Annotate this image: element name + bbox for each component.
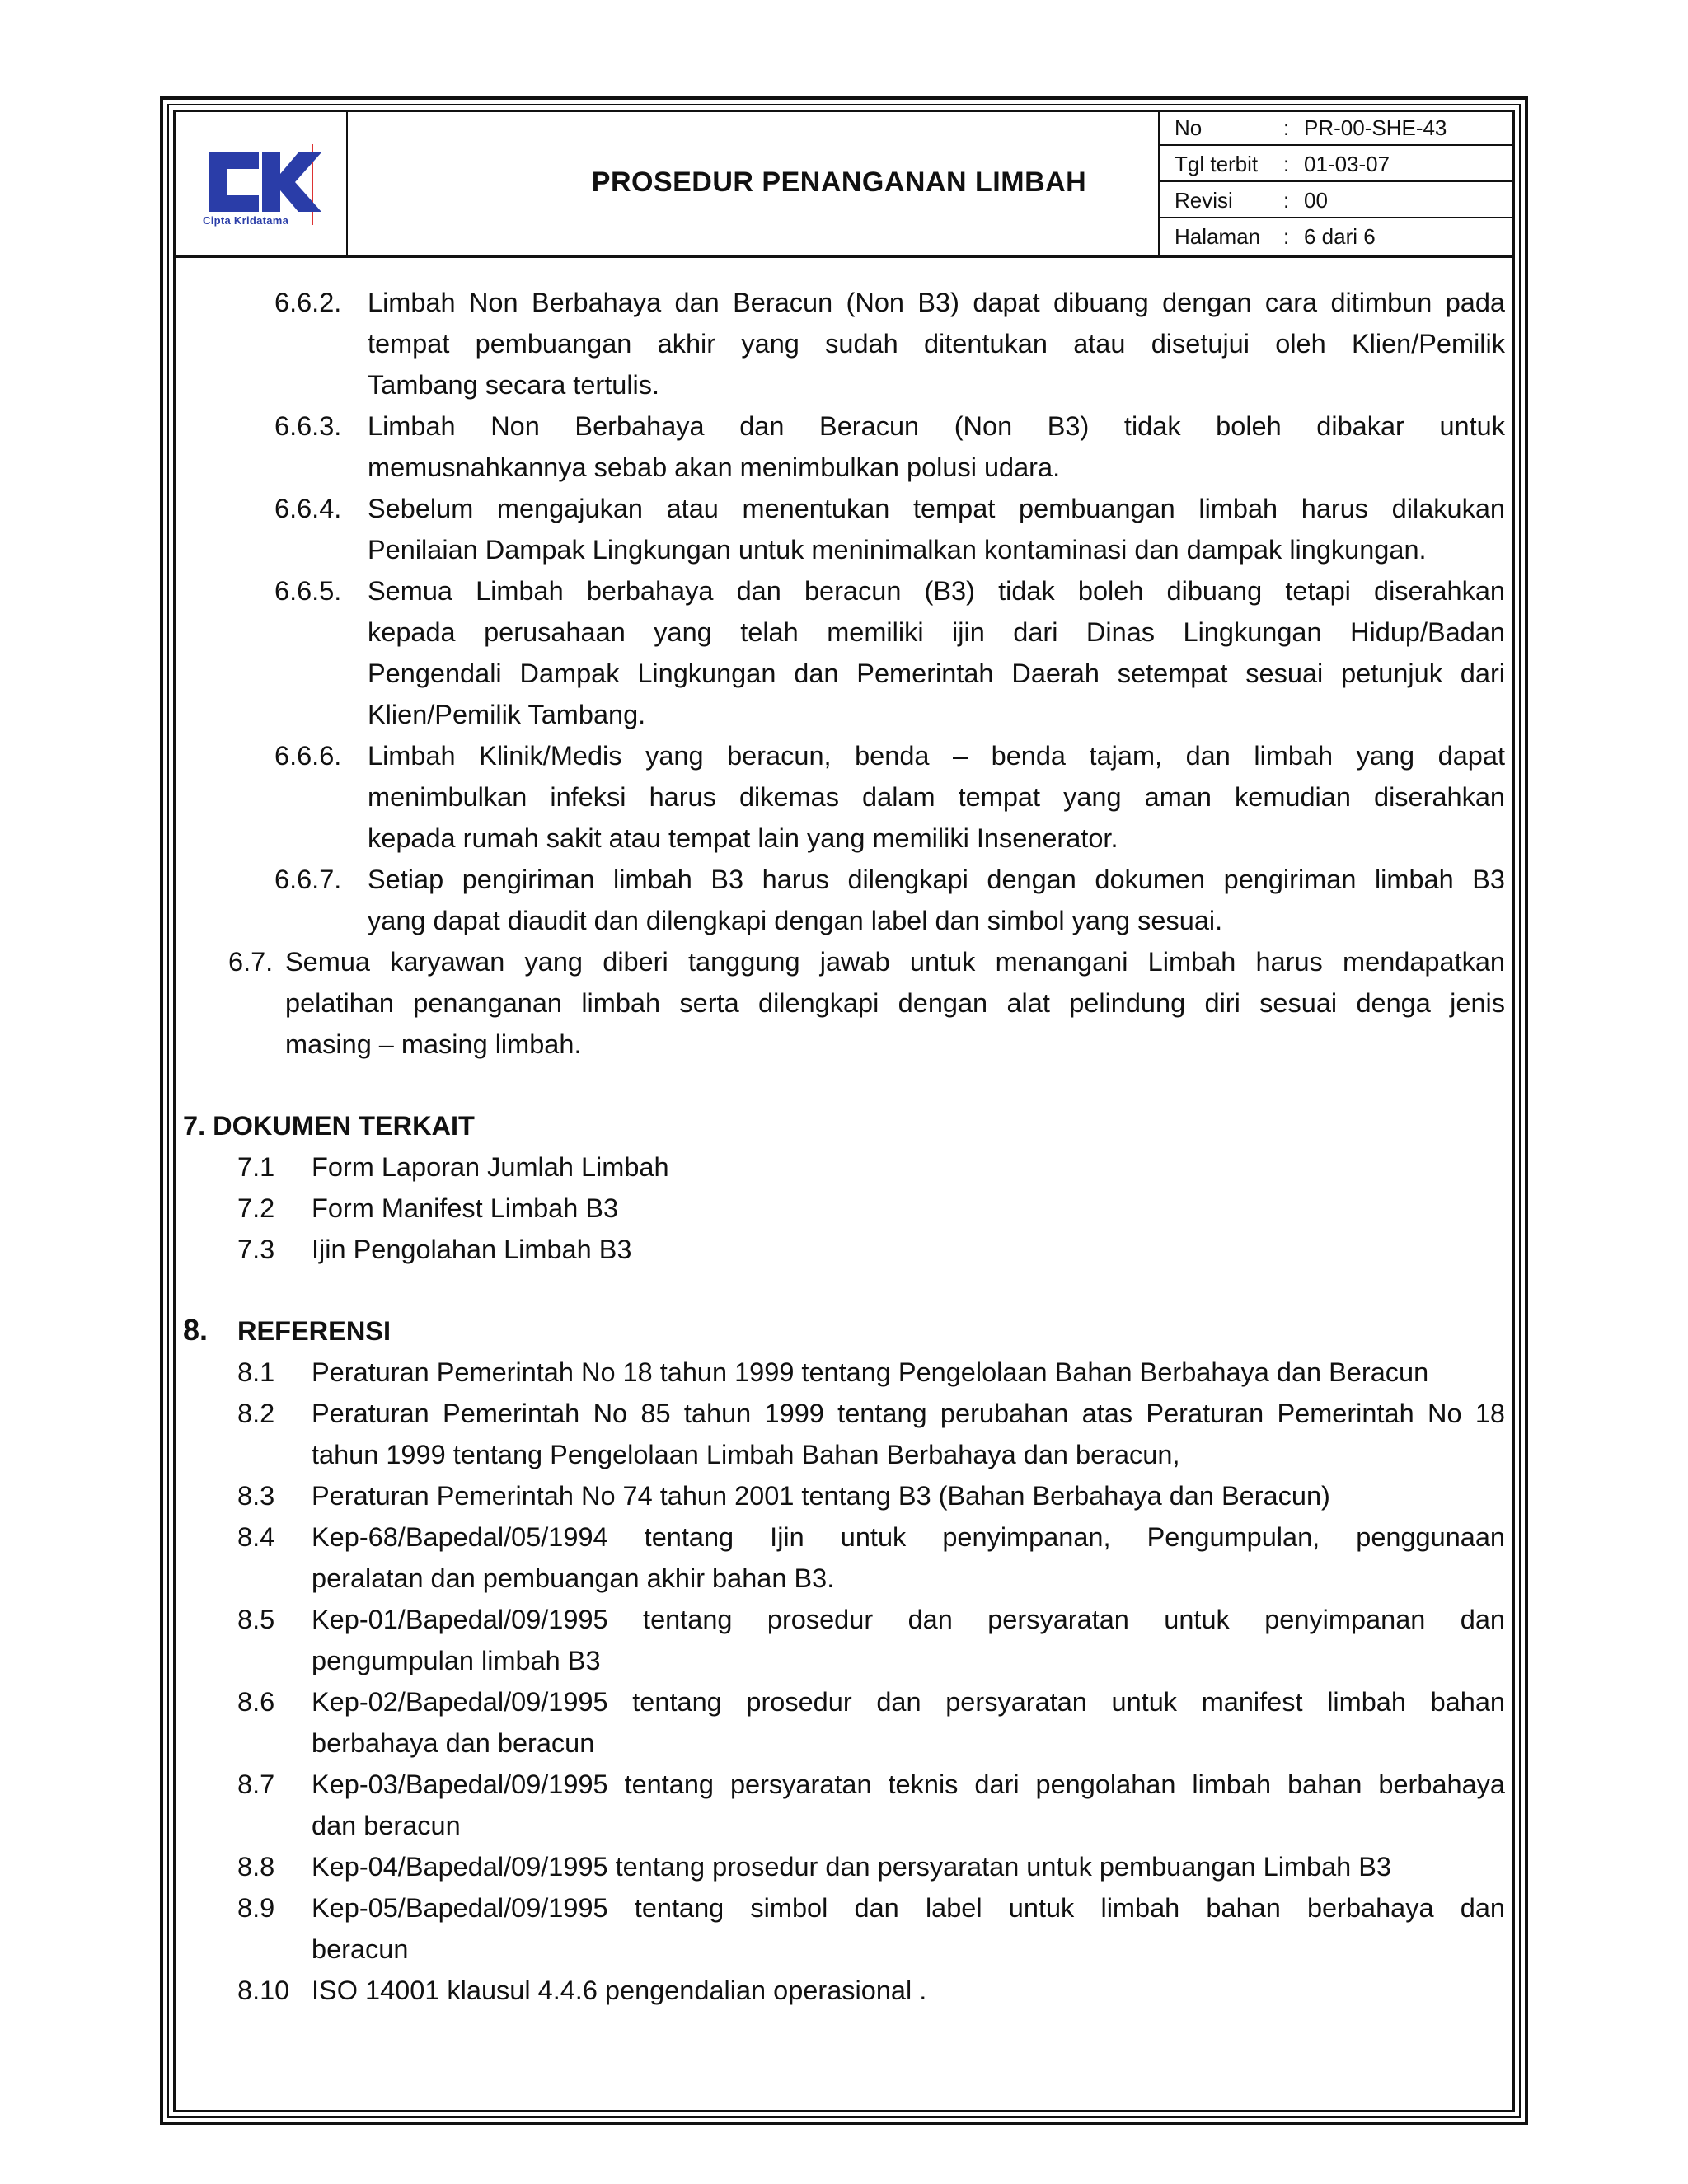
item-line: Peraturan Pemerintah No 18 tahun 1999 tentang Pengelolaan Bahan Berbahaya dan Beracun: [312, 1357, 1429, 1387]
meta-label: Halaman: [1175, 224, 1261, 249]
item-line: tempat pembuangan akhir yang sudah ditentukan atau disetujui oleh Klien/Pemilik: [368, 329, 1505, 359]
meta-colon: :: [1283, 152, 1290, 176]
meta-colon: :: [1283, 115, 1290, 140]
item-number: 8.3: [237, 1481, 275, 1511]
logo-cell: [173, 110, 348, 255]
item-number: 7.1: [237, 1152, 275, 1182]
item-line: Limbah Klinik/Medis yang beracun, benda – benda tajam, dan limbah yang dapat: [368, 741, 1505, 771]
item-line: Tambang secara tertulis.: [368, 370, 660, 400]
item-number: 7.2: [237, 1193, 275, 1223]
item-line: Klien/Pemilik Tambang.: [368, 700, 646, 729]
item-number: 8.10: [237, 1975, 290, 2005]
meta-label: No: [1175, 115, 1203, 140]
item-line: kepada perusahaan yang telah memiliki ijin dari Dinas Lingkungan Hidup/Badan: [368, 617, 1505, 647]
item-line: pengumpulan limbah B3: [312, 1646, 601, 1675]
item-number: 6.6.2.: [274, 288, 342, 317]
meta-row-revisi: [1160, 182, 1515, 218]
item-line: Peraturan Pemerintah No 85 tahun 1999 tentang perubahan atas Peraturan Pemerintah No 18: [312, 1399, 1505, 1428]
item-line: dan beracun: [312, 1811, 461, 1840]
section-heading: 7. DOKUMEN TERKAIT: [183, 1111, 475, 1141]
item-line: Semua karyawan yang diberi tanggung jawab untuk menangani Limbah harus mendapatkan: [285, 947, 1505, 977]
item-number: 6.6.4.: [274, 494, 342, 523]
meta-value: PR-00-SHE-43: [1304, 115, 1447, 140]
item-line: Kep-02/Bapedal/09/1995 tentang prosedur dan persyaratan untuk manifest limbah bahan: [312, 1687, 1505, 1717]
item-number: 8.6: [237, 1687, 275, 1717]
item-line: menimbulkan infeksi harus dikemas dalam tempat yang aman kemudian diserahkan: [368, 782, 1505, 812]
item-line: Limbah Non Berbahaya dan Beracun (Non B3) tidak boleh dibakar untuk: [368, 411, 1505, 441]
meta-colon: :: [1283, 224, 1290, 249]
item-line: yang dapat diaudit dan dilengkapi dengan label dan simbol yang sesuai.: [368, 906, 1223, 935]
item-number: 8.5: [237, 1605, 275, 1634]
item-line: tahun 1999 tentang Pengelolaan Limbah Bahan Berbahaya dan beracun,: [312, 1440, 1180, 1469]
item-line: peralatan dan pembuangan akhir bahan B3.: [312, 1563, 835, 1593]
item-number: 6.6.7.: [274, 865, 342, 894]
item-line: Kep-03/Bapedal/09/1995 tentang persyaratan teknis dari pengolahan limbah bahan berbahaya: [312, 1769, 1505, 1799]
item-number: 6.7.: [228, 947, 274, 977]
meta-label: Revisi: [1175, 188, 1233, 213]
logo-text: Cipta Kridatama: [203, 214, 289, 227]
item-line: Peraturan Pemerintah No 74 tahun 2001 tentang B3 (Bahan Berbahaya dan Beracun): [312, 1481, 1330, 1511]
item-line: Kep-68/Bapedal/05/1994 tentang Ijin untuk penyimpanan, Pengumpulan, penggunaan: [312, 1522, 1505, 1552]
item-line: memusnahkannya sebab akan menimbulkan polusi udara.: [368, 452, 1061, 482]
section-number: 8.: [183, 1313, 209, 1347]
meta-value: 6 dari 6: [1304, 224, 1376, 249]
meta-row-halaman: [1160, 218, 1515, 255]
item-line: kepada rumah sakit atau tempat lain yang memiliki Insenerator.: [368, 823, 1118, 853]
document-meta-table: [1158, 110, 1515, 255]
item-line: Penilaian Dampak Lingkungan untuk meninimalkan kontaminasi dan dampak lingkungan.: [368, 535, 1427, 565]
item-line: Form Laporan Jumlah Limbah: [312, 1152, 669, 1182]
item-line: Ijin Pengolahan Limbah B3: [312, 1235, 632, 1264]
item-line: Kep-05/Bapedal/09/1995 tentang simbol dan label untuk limbah bahan berbahaya dan: [312, 1893, 1505, 1923]
item-line: Setiap pengiriman limbah B3 harus dilengkapi dengan dokumen pengiriman limbah B3: [368, 865, 1505, 894]
section-heading: REFERENSI: [237, 1316, 392, 1346]
item-number: 8.2: [237, 1399, 275, 1428]
item-line: beracun: [312, 1934, 409, 1964]
document-header: [173, 110, 1515, 258]
item-line: berbahaya dan beracun: [312, 1728, 595, 1758]
item-number: 8.4: [237, 1522, 275, 1552]
item-line: masing – masing limbah.: [285, 1029, 582, 1059]
item-line: Limbah Non Berbahaya dan Beracun (Non B3) dapat dibuang dengan cara ditimbun pada: [368, 288, 1505, 317]
item-line: pelatihan penanganan limbah serta dilengkapi dengan alat pelindung diri sesuai denga jenis: [285, 988, 1505, 1018]
meta-row-no: [1160, 110, 1515, 146]
meta-row-tgl-terbit: [1160, 146, 1515, 182]
item-number: 8.8: [237, 1852, 275, 1882]
meta-label: Tgl terbit: [1175, 152, 1259, 176]
meta-value: 00: [1304, 188, 1328, 213]
document-title: PROSEDUR PENANGANAN LIMBAH: [591, 166, 1087, 198]
meta-colon: :: [1283, 188, 1290, 213]
item-number: 8.7: [237, 1769, 275, 1799]
item-number: 7.3: [237, 1235, 275, 1264]
item-number: 6.6.3.: [274, 411, 342, 441]
item-number: 6.6.6.: [274, 741, 342, 771]
item-line: Semua Limbah berbahaya dan beracun (B3) tidak boleh dibuang tetapi diserahkan: [368, 576, 1505, 606]
item-line: Sebelum mengajukan atau menentukan tempat pembuangan limbah harus dilakukan: [368, 494, 1505, 523]
meta-value: 01-03-07: [1304, 152, 1390, 176]
item-line: Kep-04/Bapedal/09/1995 tentang prosedur dan persyaratan untuk pembuangan Limbah B3: [312, 1852, 1391, 1882]
item-line: Pengendali Dampak Lingkungan dan Pemerintah Daerah setempat sesuai petunjuk dari: [368, 658, 1505, 688]
item-line: Form Manifest Limbah B3: [312, 1193, 619, 1223]
item-line: ISO 14001 klausul 4.4.6 pengendalian operasional .: [312, 1975, 927, 2005]
item-line: Kep-01/Bapedal/09/1995 tentang prosedur dan persyaratan untuk penyimpanan dan: [312, 1605, 1505, 1634]
item-number: 6.6.5.: [274, 576, 342, 606]
item-number: 8.1: [237, 1357, 275, 1387]
item-number: 8.9: [237, 1893, 275, 1923]
